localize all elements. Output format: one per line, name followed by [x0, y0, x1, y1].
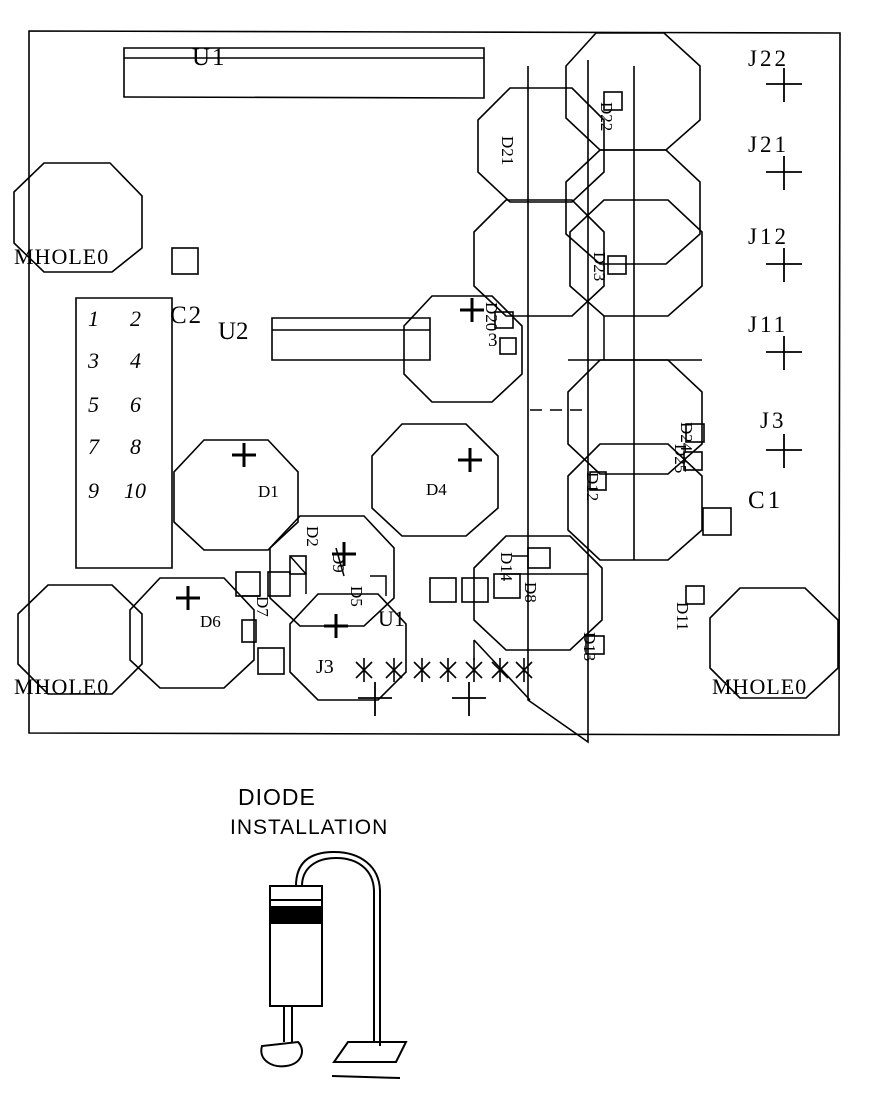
crosshair-icon-group — [358, 68, 802, 716]
label-c1: C1 — [748, 487, 784, 514]
label-j11: J11 — [748, 312, 789, 337]
pin-number: 7 — [88, 434, 99, 459]
ref-d24: D24 — [677, 422, 696, 452]
component-u1-header — [124, 48, 484, 98]
ref-d2: D2 — [303, 526, 322, 547]
pin-number: 1 — [88, 306, 99, 331]
ref-d4: D4 — [426, 480, 447, 499]
ref-d7: D7 — [253, 596, 272, 617]
ref-d21: D21 — [498, 136, 517, 166]
label-j3: J3 — [760, 408, 787, 433]
pin-number: 8 — [130, 434, 141, 459]
jumper-pad-row — [356, 658, 532, 682]
label-u2: U2 — [218, 318, 249, 345]
pin-number: 2 — [130, 306, 141, 331]
misc-trace-scribbles — [242, 316, 604, 660]
ref-d22: D22 — [597, 102, 616, 132]
ref-d1: D1 — [258, 482, 279, 501]
label-j22: J22 — [748, 46, 789, 71]
label-mhole-bottom-right: MHOLE0 — [712, 674, 808, 699]
ref-extra-3: 3 — [488, 330, 498, 351]
label-mhole-bottom-left: MHOLE0 — [14, 674, 110, 699]
label-j21: J21 — [748, 132, 789, 157]
ref-d20: D20 — [482, 302, 501, 332]
label-mhole-top-left: MHOLE0 — [14, 244, 110, 269]
connector-octagon-chain — [130, 33, 702, 700]
ref-d8: D8 — [521, 582, 540, 603]
ref-d9: D9 — [329, 552, 348, 573]
label-c2: C2 — [170, 302, 204, 329]
ref-j3-lower: J3 — [316, 656, 334, 678]
illustration-title-line1: DIODE — [238, 784, 316, 810]
ref-d5: D5 — [347, 586, 366, 607]
label-j12: J12 — [748, 224, 789, 249]
ref-d12: D12 — [583, 472, 602, 502]
pad-cluster — [172, 92, 731, 674]
pin-number-box — [76, 298, 172, 568]
board-outline — [29, 31, 840, 735]
label-u1: U1 — [192, 44, 227, 71]
pin-number: 5 — [88, 392, 99, 417]
illustration-title-line2: INSTALLATION — [230, 816, 389, 839]
pin-number: 9 — [88, 478, 99, 503]
pin-number: 4 — [130, 348, 141, 373]
ref-d6: D6 — [200, 612, 221, 631]
pin-number: 6 — [130, 392, 141, 417]
ref-d11: D11 — [673, 602, 692, 631]
ref-d14: D14 — [497, 552, 516, 582]
ref-d25: D25 — [671, 444, 690, 474]
diode-installation-illustration — [261, 852, 406, 1078]
ref-d23: D23 — [590, 252, 609, 282]
ref-d13: D13 — [580, 632, 599, 662]
plus-icon-group — [176, 298, 484, 638]
pin-number: 10 — [124, 478, 146, 503]
ref-u1-lower: U1 — [378, 606, 405, 631]
pin-number: 3 — [88, 348, 99, 373]
